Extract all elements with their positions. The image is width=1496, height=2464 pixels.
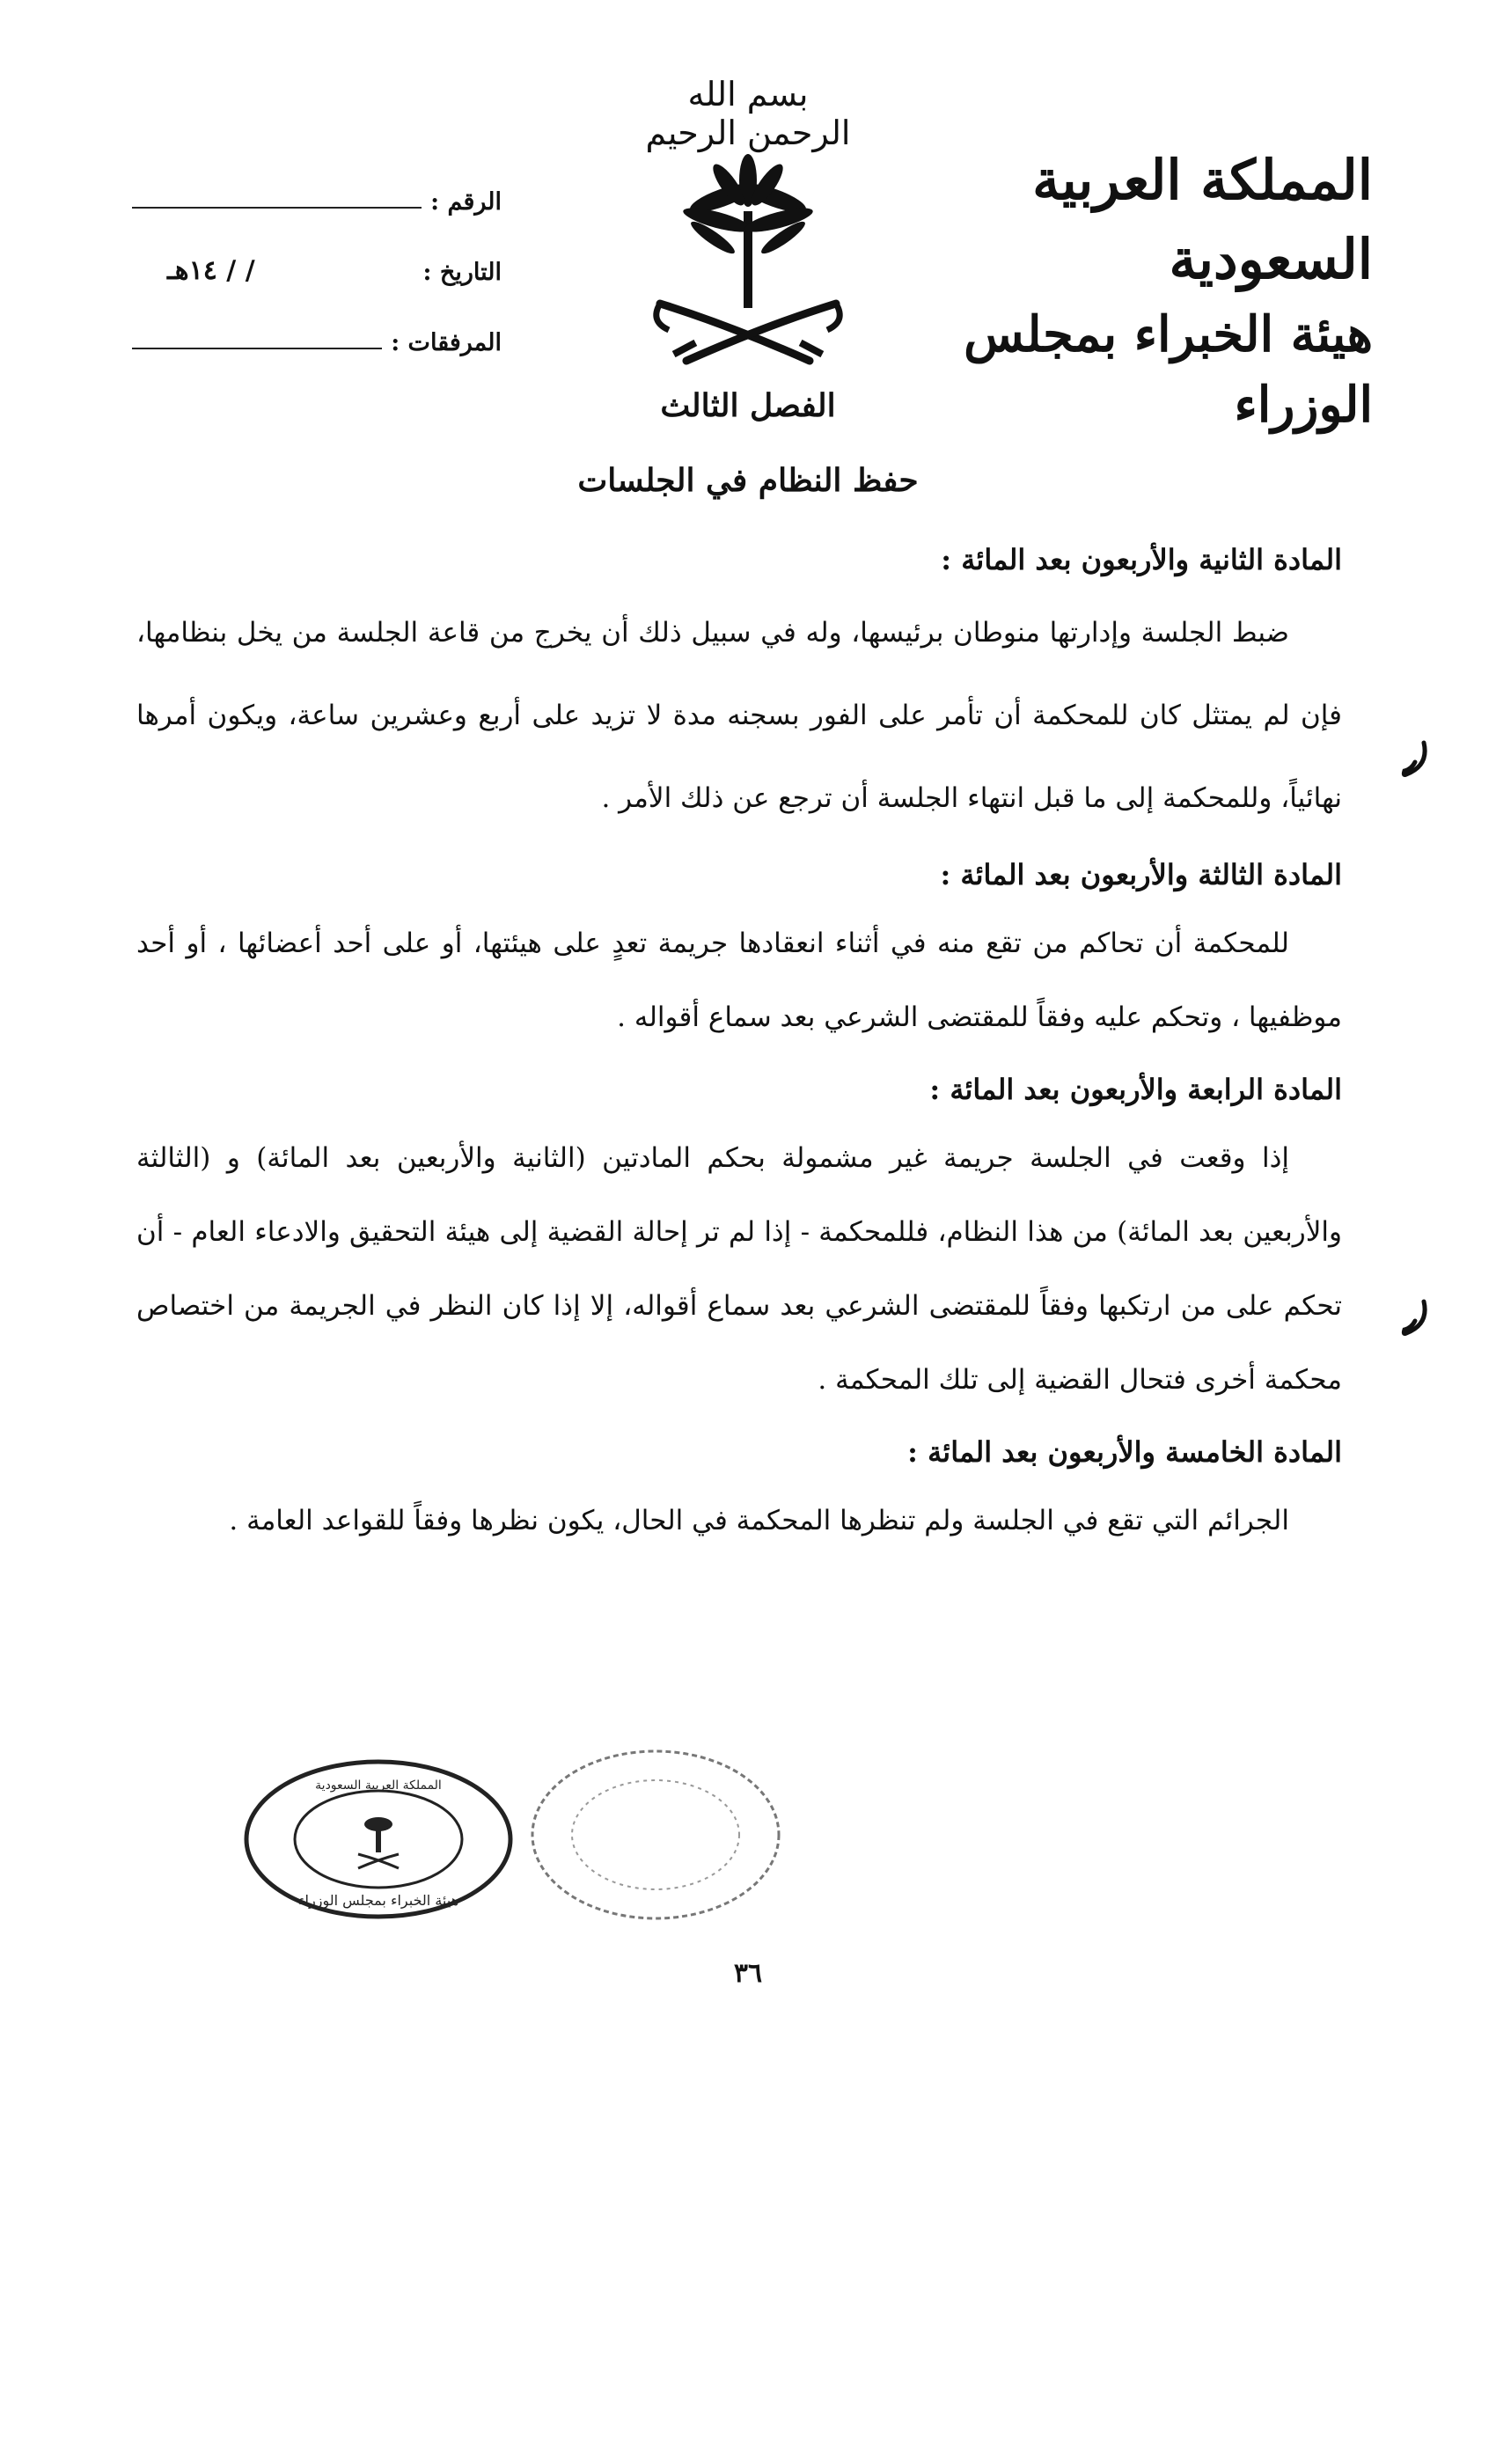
page-number: ٣٦	[733, 1958, 763, 1989]
date-value: / / ١٤هـ	[167, 255, 255, 286]
date-row	[132, 216, 502, 286]
section-title: حفظ النظام في الجلسات	[577, 462, 919, 499]
article-text: ضبط الجلسة وإدارتها منوطان برئيسها، وله في سبيل ذلك أن يخرج من قاعة الجلسة من يخل بنظامها، فإن لم يمتثل كان للمحكمة أن تأمر على الفور بسجنه مدة لا تزيد على أربع وعشرين ساعة، ويكون أمرها نهائياً، وللمحكمة إلى ما قبل انتهاء الجلسة أن ترجع عن ذلك الأمر .	[136, 617, 1342, 814]
article-text: للمحكمة أن تحاكم من تقع منه في أثناء انعقادها جريمة تعدٍ على هيئتها، أو على أحد أعضائها ، أو أحد موظفيها ، وتحكم عليه وفقاً للمقتضى الشرعي بعد سماع أقواله .	[136, 928, 1342, 1033]
article-text: إذا وقعت في الجلسة جريمة غير مشمولة بحكم المادتين (الثانية والأربعين بعد المائة) و (الثالثة والأربعين بعد المائة) من هذا النظام، فللمحكمة - إذا لم تر إحالة القضية إلى هيئة التحقيق والادعاء العام - أن تحكم على من ارتكبها وفقاً للمقتضى الشرعي بعد سماع أقواله، إلا إذا كان النظر في الجريمة من اختصاص محكمة أخرى فتحال القضية إلى تلك المحكمة .	[136, 1142, 1342, 1396]
article-title: المادة الثانية والأربعون بعد المائة :	[941, 543, 1342, 576]
date-label: التاريخ :	[422, 259, 502, 286]
faded-stamp-icon	[528, 1747, 783, 1923]
authority-name: هيئة الخبراء بمجلس الوزراء	[964, 305, 1373, 434]
margin-check-mark-icon	[1399, 1298, 1431, 1342]
article-title: المادة الرابعة والأربعون بعد المائة :	[929, 1073, 1342, 1106]
reference-block	[132, 145, 502, 356]
official-stamp-icon	[242, 1756, 515, 1923]
stamp-bottom-text: هيئة الخبراء بمجلس الوزراء	[298, 1892, 458, 1909]
number-label: الرقم :	[430, 188, 502, 216]
article-title: المادة الثالثة والأربعون بعد المائة :	[940, 858, 1342, 891]
document-body	[136, 528, 1342, 1561]
basmala: بسم الله الرحمن الرحيم	[645, 75, 851, 152]
chapter-title: الفصل الثالث	[660, 387, 836, 424]
attachments-row	[132, 286, 502, 356]
kingdom-name: المملكة العربية السعودية	[1032, 148, 1373, 291]
attachments-label: المرفقات :	[391, 329, 502, 356]
article-text: الجرائم التي تقع في الجلسة ولم تنظرها المحكمة في الحال، يكون نظرها وفقاً للقواعد العامة .	[229, 1505, 1289, 1536]
attachments-line	[132, 328, 382, 349]
article-title: المادة الخامسة والأربعون بعد المائة :	[907, 1435, 1342, 1469]
palm-swords-emblem-icon	[634, 150, 862, 378]
margin-check-mark-icon	[1399, 739, 1431, 783]
number-line	[132, 187, 422, 209]
stamp-top-text: المملكة العربية السعودية	[315, 1778, 442, 1793]
number-row	[132, 145, 502, 216]
